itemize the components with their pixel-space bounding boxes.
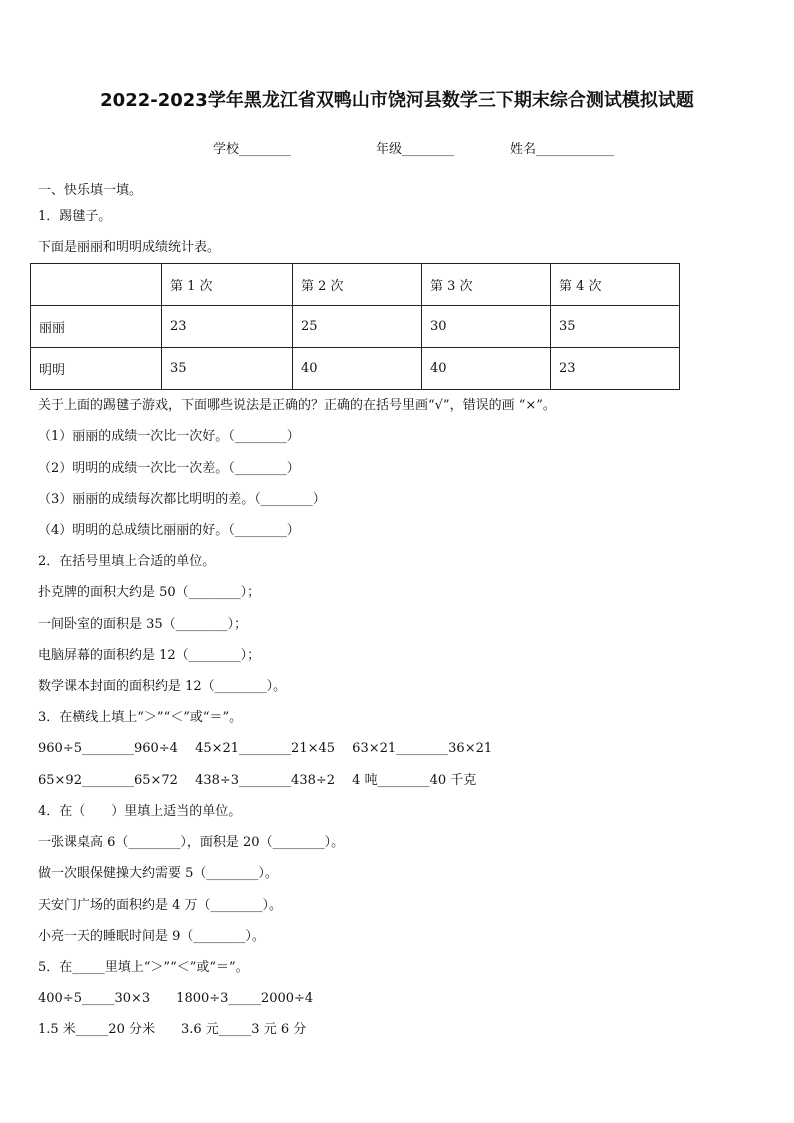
question-4-heading: 4．在（ ）里填上适当的单位。 — [38, 804, 242, 819]
grade-field: 年级________ — [376, 142, 455, 157]
question-3-heading: 3．在横线上填上“＞”“＜”或“＝”。 — [38, 710, 243, 725]
table-cell: 35 — [551, 306, 680, 348]
table-header-cell: 第 1 次 — [162, 264, 293, 306]
name-field: 姓名____________ — [510, 142, 615, 157]
question-2-heading: 2．在括号里填上合适的单位。 — [38, 554, 216, 569]
table-cell: 23 — [551, 348, 680, 390]
question-1-heading: 1．踢毽子。 — [38, 209, 112, 224]
table-cell: 丽丽 — [31, 306, 162, 348]
table-cell: 35 — [162, 348, 293, 390]
section-heading: 一、快乐填一填。 — [38, 183, 143, 198]
question-1-intro: 下面是丽丽和明明成绩统计表。 — [38, 240, 221, 255]
comparison-line: 1.5 米_____20 分米 3.6 元_____3 元 6 分 — [38, 1022, 307, 1037]
list-item: （2）明明的成绩一次比一次差。（________） — [38, 461, 300, 476]
table-header-cell — [31, 264, 162, 306]
list-item: 一张课桌高 6（________），面积是 20（________）。 — [38, 835, 345, 850]
table-header-cell: 第 4 次 — [551, 264, 680, 306]
comparison-line: 960÷5________960÷4 45×21________21×45 63×21________36×21 — [38, 741, 493, 756]
list-item: 扑克牌的面积大约是 50（________）； — [38, 585, 261, 600]
table-header-cell: 第 2 次 — [293, 264, 422, 306]
school-field: 学校________ — [213, 142, 292, 157]
score-table — [30, 263, 680, 390]
list-item: 做一次眼保健操大约需要 5（________）。 — [38, 866, 278, 881]
table-cell: 40 — [422, 348, 551, 390]
table-header-row — [31, 264, 680, 306]
table-header-cell: 第 3 次 — [422, 264, 551, 306]
list-item: 电脑屏幕的面积约是 12（________）； — [38, 648, 261, 663]
table-cell: 30 — [422, 306, 551, 348]
table-row — [31, 348, 680, 390]
table-cell: 25 — [293, 306, 422, 348]
list-item: （4）明明的总成绩比丽丽的好。（________） — [38, 523, 300, 538]
list-item: 数学课本封面的面积约是 12（________）。 — [38, 679, 287, 694]
list-item: 天安门广场的面积约是 4 万（________）。 — [38, 898, 283, 913]
table-cell: 23 — [162, 306, 293, 348]
table-cell: 40 — [293, 348, 422, 390]
question-5-heading: 5．在_____里填上“＞”“＜”或“＝”。 — [38, 960, 249, 975]
question-1-prompt: 关于上面的踢毽子游戏，下面哪些说法是正确的？正确的在括号里画“√”，错误的画 “×”。 — [38, 398, 556, 413]
comparison-line: 65×92________65×72 438÷3________438÷2 4 吨________40 千克 — [38, 773, 477, 788]
table-row — [31, 306, 680, 348]
list-item: （3）丽丽的成绩每次都比明明的差。（________） — [38, 492, 326, 507]
table-cell: 明明 — [31, 348, 162, 390]
page-title: 2022-2023学年黑龙江省双鸭山市饶河县数学三下期末综合测试模拟试题 — [100, 90, 694, 111]
list-item: 一间卧室的面积是 35（________）； — [38, 617, 248, 632]
list-item: （1）丽丽的成绩一次比一次好。（________） — [38, 429, 300, 444]
list-item: 小亮一天的睡眠时间是 9（________）。 — [38, 929, 265, 944]
comparison-line: 400÷5_____30×3 1800÷3_____2000÷4 — [38, 991, 314, 1006]
